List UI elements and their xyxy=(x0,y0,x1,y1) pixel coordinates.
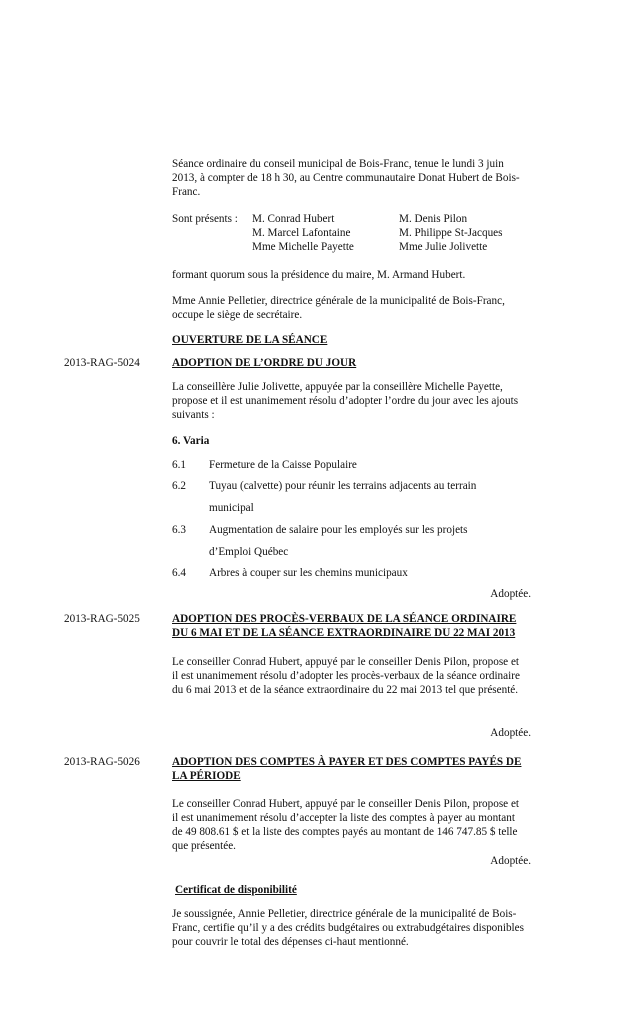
agenda-item-number: 6.4 xyxy=(172,567,186,579)
attendee: M. Conrad Hubert xyxy=(252,213,335,225)
attendee: M. Philippe St-Jacques xyxy=(399,227,503,239)
agenda-item-text: Arbres à couper sur les chemins municipaux xyxy=(209,567,408,579)
resolution-title: ADOPTION DES PROCÈS-VERBAUX DE LA SÉANCE ORDINAIRE DU 6 MAI ET DE LA SÉANCE EXTRAORDINAIRE DU 22 MAI 2013 xyxy=(172,613,517,639)
secretary-paragraph: Mme Annie Pelletier, directrice générale de la municipalité de Bois-Franc, occupe le siège de secrétaire. xyxy=(172,295,505,321)
attendee: Mme Michelle Payette xyxy=(252,241,354,253)
agenda-item-number: 6.1 xyxy=(172,459,186,471)
resolution-title: ADOPTION DES COMPTES À PAYER ET DES COMPTES PAYÉS DE LA PÉRIODE xyxy=(172,756,522,782)
adopted-label: Adoptée. xyxy=(490,855,531,867)
resolution-number: 2013-RAG-5025 xyxy=(64,613,140,625)
agenda-item-text-cont: d’Emploi Québec xyxy=(209,546,289,558)
agenda-item-text: Augmentation de salaire pour les employés sur les projets xyxy=(209,524,468,536)
resolution-body: Le conseiller Conrad Hubert, appuyé par le conseiller Denis Pilon, propose et il est unanimement résolu d’adopter les procès-verbaux de la séance ordinaire du 6 mai 2013 et de la séance extraordinaire du 22 mai 2013 tel que présenté. xyxy=(172,656,520,696)
opening-heading: OUVERTURE DE LA SÉANCE xyxy=(172,334,328,346)
resolution-title: ADOPTION DE L’ORDRE DU JOUR xyxy=(172,357,357,369)
agenda-item-text: Tuyau (calvette) pour réunir les terrains adjacents au terrain xyxy=(209,480,477,492)
resolution-body: Le conseiller Conrad Hubert, appuyé par le conseiller Denis Pilon, propose et il est unanimement résolu d’accepter la liste des comptes à payer au montant de 49 808.61 $ et la liste des comptes payés au montant de 146 747.85 $ telle que présentée. xyxy=(172,798,520,852)
attendee: Mme Julie Jolivette xyxy=(399,241,488,253)
attendance-list xyxy=(172,212,532,256)
certificate-body: Je soussignée, Annie Pelletier, directrice générale de la municipalité de Bois-Franc, certifie qu’il y a des crédits budgétaires ou extrabudgétaires disponibles pour couvrir le total des dépenses ci-haut mentionné. xyxy=(172,908,524,948)
agenda-item-text-cont: municipal xyxy=(209,502,254,514)
agenda-item-number: 6.3 xyxy=(172,524,186,536)
agenda-item-number: 6.2 xyxy=(172,480,186,492)
agenda-item-text: Fermeture de la Caisse Populaire xyxy=(209,459,357,471)
adopted-label: Adoptée. xyxy=(490,727,531,739)
intro-paragraph: Séance ordinaire du conseil municipal de Bois-Franc, tenue le lundi 3 juin 2013, à compter de 18 h 30, au Centre communautaire Donat Hubert de Bois-Franc. xyxy=(172,158,520,198)
agenda-subheading: 6. Varia xyxy=(172,435,210,447)
quorum-paragraph: formant quorum sous la présidence du maire, M. Armand Hubert. xyxy=(172,269,466,281)
resolution-number: 2013-RAG-5024 xyxy=(64,357,140,369)
certificate-heading: Certificat de disponibilité xyxy=(175,884,297,896)
resolution-body: La conseillère Julie Jolivette, appuyée par la conseillère Michelle Payette, propose et il est unanimement résolu d’adopter l’ordre du jour avec les ajouts suivants : xyxy=(172,381,519,421)
attendee: M. Denis Pilon xyxy=(399,213,468,225)
resolution-number: 2013-RAG-5026 xyxy=(64,756,140,768)
adopted-label: Adoptée. xyxy=(490,588,531,600)
attendee: M. Marcel Lafontaine xyxy=(252,227,351,239)
attendance-label: Sont présents : xyxy=(172,213,238,225)
